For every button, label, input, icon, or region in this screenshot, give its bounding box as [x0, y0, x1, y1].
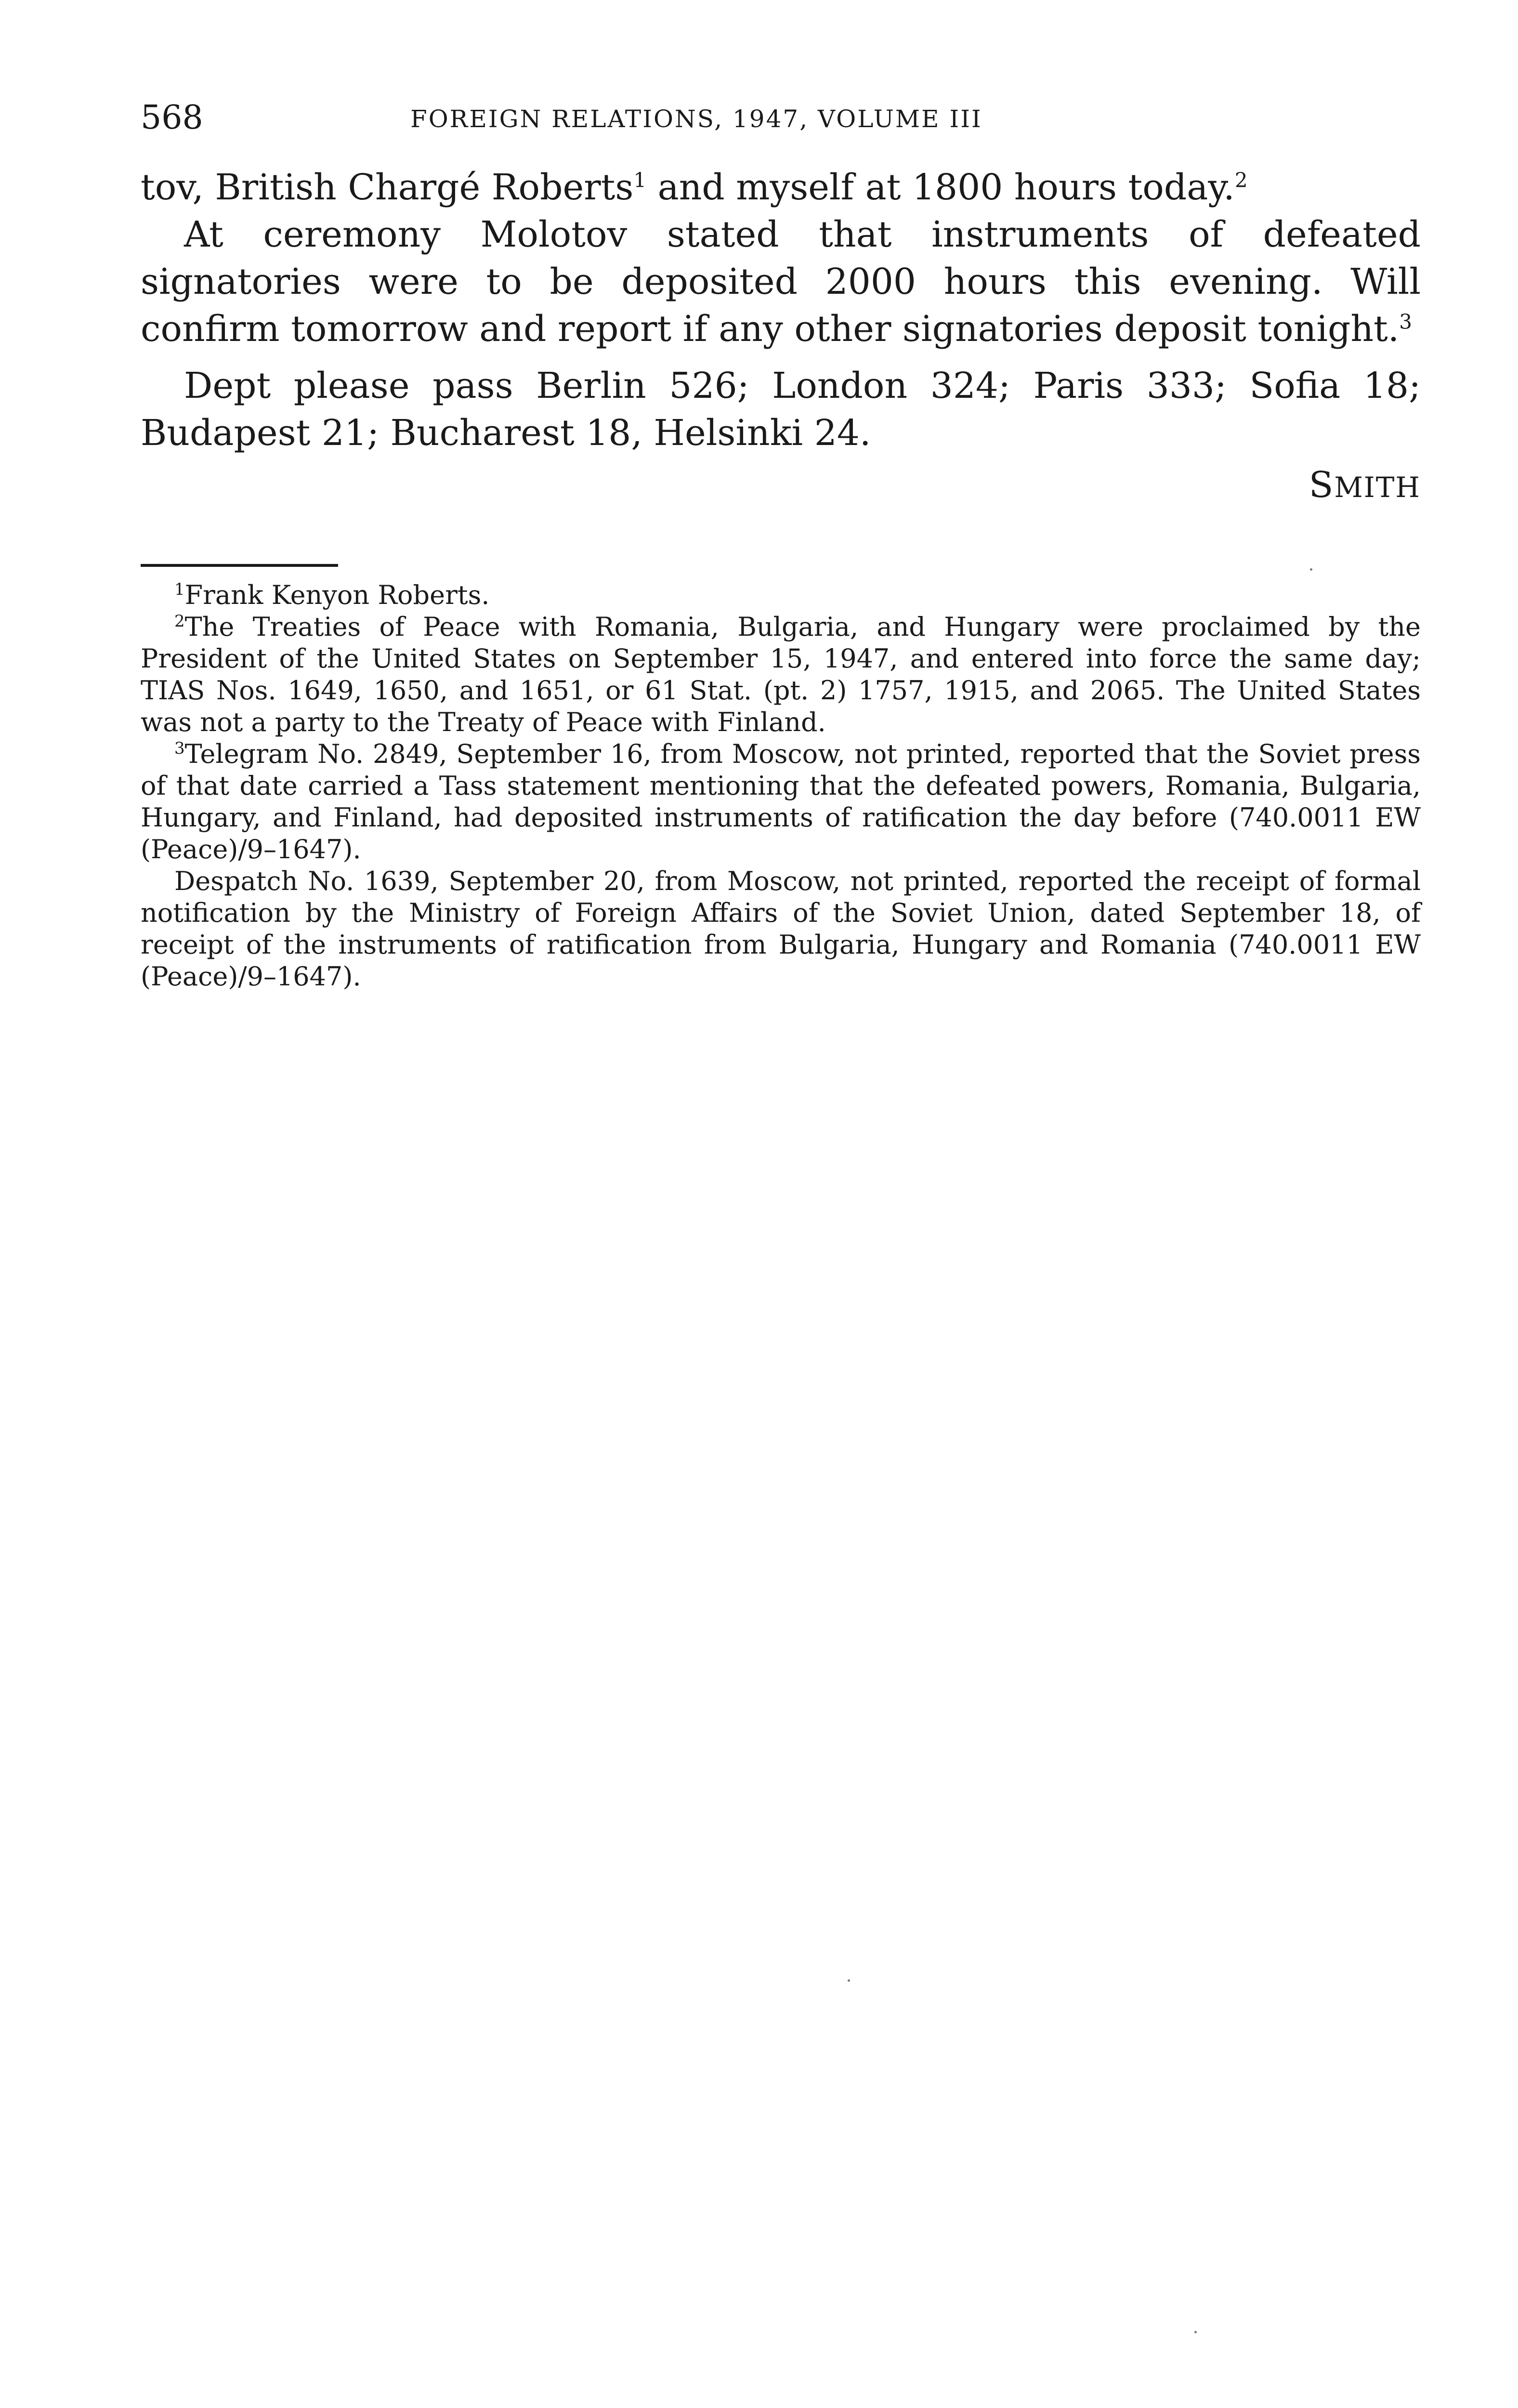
footnote-text: Telegram No. 2849, September 16, from Moscow, not printed, reported that the Soviet press of that date carried a Tass statement mentioning that the defeated powers, Romania, Bulgaria, Hungary, and Finland, had deposited instruments of ratification the day before (740.0011 EW (Peace)/9–1647). — [141, 739, 1421, 864]
footnote-ref-2: 2 — [1234, 168, 1248, 192]
signature-initial: S — [1309, 464, 1335, 506]
footnote-1 — [141, 579, 1421, 611]
running-title: FOREIGN RELATIONS, 1947, VOLUME III — [410, 105, 982, 133]
footnote-ref-3: 3 — [1399, 310, 1413, 334]
footnote-ref-1: 1 — [633, 168, 647, 192]
footnote-2 — [141, 611, 1421, 738]
body-paragraph-3: Dept please pass Berlin 526; London 324; Paris 333; Sofia 18; Budapest 21; Bucharest 18, Helsinki 24. — [141, 365, 1421, 454]
running-head — [141, 96, 1421, 149]
footnote-marker: 1 — [174, 580, 185, 599]
footnotes — [141, 579, 1421, 993]
body-paragraph-2 — [141, 211, 1421, 353]
signature — [141, 461, 1421, 511]
footnote-3 — [141, 738, 1421, 865]
footnote-rule — [141, 564, 338, 567]
body-text-segment: and myself at 1800 hours today. — [646, 167, 1235, 208]
footnote-marker: 3 — [174, 739, 185, 758]
scan-speck — [1194, 2331, 1197, 2333]
footnote-3-continuation — [141, 865, 1421, 993]
document-page — [141, 96, 1421, 993]
footnote-text: Despatch No. 1639, September 20, from Moscow, not printed, reported the receipt of formal notification by the Ministry of Foreign Affairs of the Soviet Union, dated September 18, of receipt of the instruments of ratification from Bulgaria, Hungary and Romania (740.0011 EW (Peace)/9–1647). — [141, 866, 1421, 992]
body-text-segment: At ceremony Molotov stated that instruments of defeated signatories were to be deposited 2000 hours this evening. Will confirm tomorrow and report if any other signatories deposit tonight. — [141, 214, 1421, 350]
footnote-text: Frank Kenyon Roberts. — [184, 580, 490, 610]
body-text-segment: tov, British Chargé Roberts — [141, 167, 634, 208]
footnote-marker: 2 — [174, 612, 185, 631]
body-paragraph-1 — [141, 164, 1421, 211]
scan-speck — [1310, 568, 1312, 571]
signature-rest: MITH — [1334, 471, 1421, 504]
page-number: 568 — [141, 99, 203, 137]
scan-speck — [848, 1979, 850, 1982]
footnote-text: The Treaties of Peace with Romania, Bulgaria, and Hungary were proclaimed by the President of the United States on September 15, 1947, and entered into force the same day; TIAS Nos. 1649, 1650, and 1651, or 61 Stat. (pt. 2) 1757, 1915, and 2065. The United States was not a party to the Treaty of Peace with Finland. — [141, 612, 1421, 737]
body-text — [141, 164, 1421, 457]
